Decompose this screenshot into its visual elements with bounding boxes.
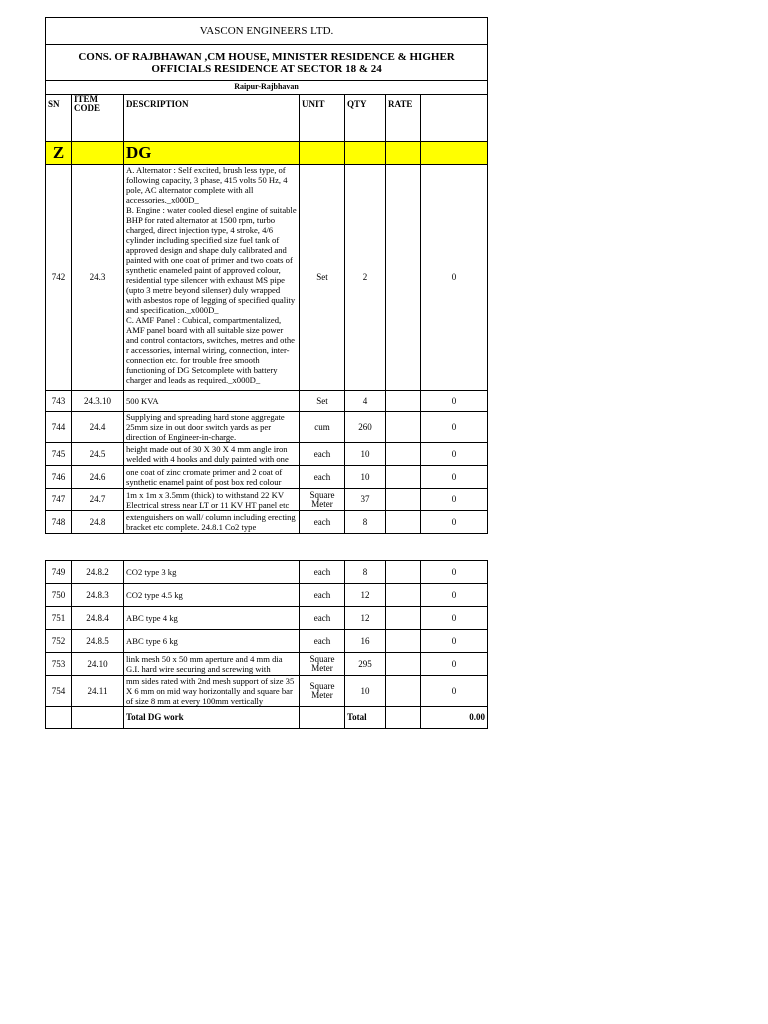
row-rate <box>386 607 421 630</box>
row-unit: each <box>300 630 345 653</box>
row-sn: 751 <box>46 607 72 630</box>
row-unit: Set <box>300 165 345 391</box>
row-qty: 10 <box>345 676 386 707</box>
row-qty: 8 <box>345 511 386 534</box>
row-unit: each <box>300 466 345 489</box>
row-amount: 0 <box>421 489 488 511</box>
table-row <box>46 630 488 653</box>
row-description: extenguishers on wall/ column including erecting bracket etc complete. 24.8.1 Co2 type <box>124 511 300 534</box>
row-sn: 745 <box>46 443 72 466</box>
table-row <box>46 165 488 391</box>
row-item-code: 24.8.3 <box>72 584 124 607</box>
row-amount: 0 <box>421 653 488 676</box>
col-header-sn: SN <box>46 95 72 142</box>
row-item-code: 24.10 <box>72 653 124 676</box>
table-row <box>46 676 488 707</box>
total-qty-label: Total <box>345 707 386 729</box>
col-header-rate: RATE <box>386 95 421 142</box>
row-qty: 37 <box>345 489 386 511</box>
row-rate <box>386 443 421 466</box>
row-qty: 12 <box>345 607 386 630</box>
col-header-unit: UNIT <box>300 95 345 142</box>
row-description: one coat of zinc cromate primer and 2 coat of synthetic enamel paint of post box red colour <box>124 466 300 489</box>
row-qty: 8 <box>345 561 386 584</box>
row-rate <box>386 511 421 534</box>
table-row <box>46 412 488 443</box>
row-unit: each <box>300 584 345 607</box>
row-unit: each <box>300 607 345 630</box>
row-description: ABC type 6 kg <box>124 630 300 653</box>
row-sn: 742 <box>46 165 72 391</box>
row-unit: each <box>300 443 345 466</box>
row-rate <box>386 630 421 653</box>
row-unit: each <box>300 511 345 534</box>
col-header-item-code: ITEM CODE <box>72 95 124 142</box>
boq-table-main <box>45 17 488 534</box>
table-row <box>46 443 488 466</box>
row-amount: 0 <box>421 443 488 466</box>
row-description: ABC type 4 kg <box>124 607 300 630</box>
row-unit: Set <box>300 391 345 412</box>
row-qty: 2 <box>345 165 386 391</box>
row-rate <box>386 391 421 412</box>
row-qty: 10 <box>345 466 386 489</box>
row-qty: 295 <box>345 653 386 676</box>
section-title: DG <box>124 142 300 165</box>
row-amount: 0 <box>421 391 488 412</box>
row-description: mm sides rated with 2nd mesh support of size 35 X 6 mm on mid way horizontally and square bar of size 8 mm at every 100mm vertically <box>124 676 300 707</box>
row-qty: 10 <box>345 443 386 466</box>
row-description: 500 KVA <box>124 391 300 412</box>
row-sn: 748 <box>46 511 72 534</box>
row-amount: 0 <box>421 511 488 534</box>
col-header-qty: QTY <box>345 95 386 142</box>
row-item-code: 24.3 <box>72 165 124 391</box>
table-row <box>46 653 488 676</box>
row-item-code: 24.7 <box>72 489 124 511</box>
row-item-code: 24.5 <box>72 443 124 466</box>
row-unit: each <box>300 561 345 584</box>
row-item-code: 24.8 <box>72 511 124 534</box>
row-amount: 0 <box>421 630 488 653</box>
row-description: Supplying and spreading hard stone aggregate 25mm size in out door switch yards as per direction of Engineer-in-charge. <box>124 412 300 443</box>
table-row <box>46 561 488 584</box>
row-qty: 260 <box>345 412 386 443</box>
row-unit: Square Meter <box>300 653 345 676</box>
row-sn: 746 <box>46 466 72 489</box>
row-sn: 743 <box>46 391 72 412</box>
col-header-description: DESCRIPTION <box>124 95 300 142</box>
row-amount: 0 <box>421 676 488 707</box>
row-rate <box>386 676 421 707</box>
row-sn: 753 <box>46 653 72 676</box>
row-description: 1m x 1m x 3.5mm (thick) to withstand 22 KV Electrical stress near LT or 11 KV HT panel etc <box>124 489 300 511</box>
location-label: Raipur-Rajbhavan <box>46 81 488 95</box>
row-qty: 12 <box>345 584 386 607</box>
company-name: VASCON ENGINEERS LTD. <box>46 18 488 45</box>
table-row <box>46 489 488 511</box>
section-sn: Z <box>46 142 72 165</box>
row-rate <box>386 584 421 607</box>
table-row <box>46 511 488 534</box>
row-item-code: 24.4 <box>72 412 124 443</box>
row-description: CO2 type 4.5 kg <box>124 584 300 607</box>
row-sn: 752 <box>46 630 72 653</box>
row-description: CO2 type 3 kg <box>124 561 300 584</box>
table-row <box>46 466 488 489</box>
row-sn: 744 <box>46 412 72 443</box>
row-qty: 16 <box>345 630 386 653</box>
row-item-code: 24.3.10 <box>72 391 124 412</box>
row-sn: 750 <box>46 584 72 607</box>
row-unit: cum <box>300 412 345 443</box>
section-row <box>46 142 488 165</box>
table-row <box>46 607 488 630</box>
row-item-code: 24.11 <box>72 676 124 707</box>
row-sn: 749 <box>46 561 72 584</box>
row-amount: 0 <box>421 561 488 584</box>
row-sn: 754 <box>46 676 72 707</box>
row-item-code: 24.6 <box>72 466 124 489</box>
col-header-amount <box>421 95 488 142</box>
total-label: Total DG work <box>124 707 300 729</box>
row-description: link mesh 50 x 50 mm aperture and 4 mm dia G.I. hard wire securing and screwing with <box>124 653 300 676</box>
row-amount: 0 <box>421 584 488 607</box>
row-amount: 0 <box>421 607 488 630</box>
row-item-code: 24.8.4 <box>72 607 124 630</box>
boq-table-continued <box>45 560 488 729</box>
row-sn: 747 <box>46 489 72 511</box>
row-qty: 4 <box>345 391 386 412</box>
table-row <box>46 584 488 607</box>
row-item-code: 24.8.2 <box>72 561 124 584</box>
total-row <box>46 707 488 729</box>
total-amount: 0.00 <box>421 707 488 729</box>
row-rate <box>386 412 421 443</box>
row-unit: Square Meter <box>300 489 345 511</box>
row-rate <box>386 489 421 511</box>
table-row <box>46 391 488 412</box>
row-rate <box>386 561 421 584</box>
row-rate <box>386 165 421 391</box>
row-amount: 0 <box>421 466 488 489</box>
row-rate <box>386 653 421 676</box>
row-description: height made out of 30 X 30 X 4 mm angle iron welded with 4 hooks and duly painted with one <box>124 443 300 466</box>
row-amount: 0 <box>421 412 488 443</box>
row-unit: Square Meter <box>300 676 345 707</box>
project-title: CONS. OF RAJBHAWAN ,CM HOUSE, MINISTER RESIDENCE & HIGHER OFFICIALS RESIDENCE AT SECTOR 18 & 24 <box>46 45 488 81</box>
row-item-code: 24.8.5 <box>72 630 124 653</box>
row-rate <box>386 466 421 489</box>
row-amount: 0 <box>421 165 488 391</box>
row-description: A. Alternator : Self excited, brush less type, of following capacity, 3 phase, 415 volts 50 Hz, 4 pole, AC alternator complete with all accessories._x000D_ B. Engine : water cooled diesel engine of suitable BHP for rated alternator at 1500 rpm, turbo charged, direct injection type, 4 stroke, 4/6 cylinder including specified size fuel tank of approved design and shape duly calibrated and painted with one coat of primer and two coats of synthetic enameled paint of approved colour, residential type silencer with exhaust MS pipe (upto 3 metre beyond silenser) duly wrapped with asbestos rope of legging of specified quality and specification._x000D_ C. AMF Panel : Cubical, compartmentalized, AMF panel board with all suitable size power and control contactors, switches, metres and othe r accessories, internal wiring, connection, inter-connection etc. for trouble free smooth functioning of DG Setcomplete with battery charger and leads as required._x000D_ <box>124 165 300 391</box>
